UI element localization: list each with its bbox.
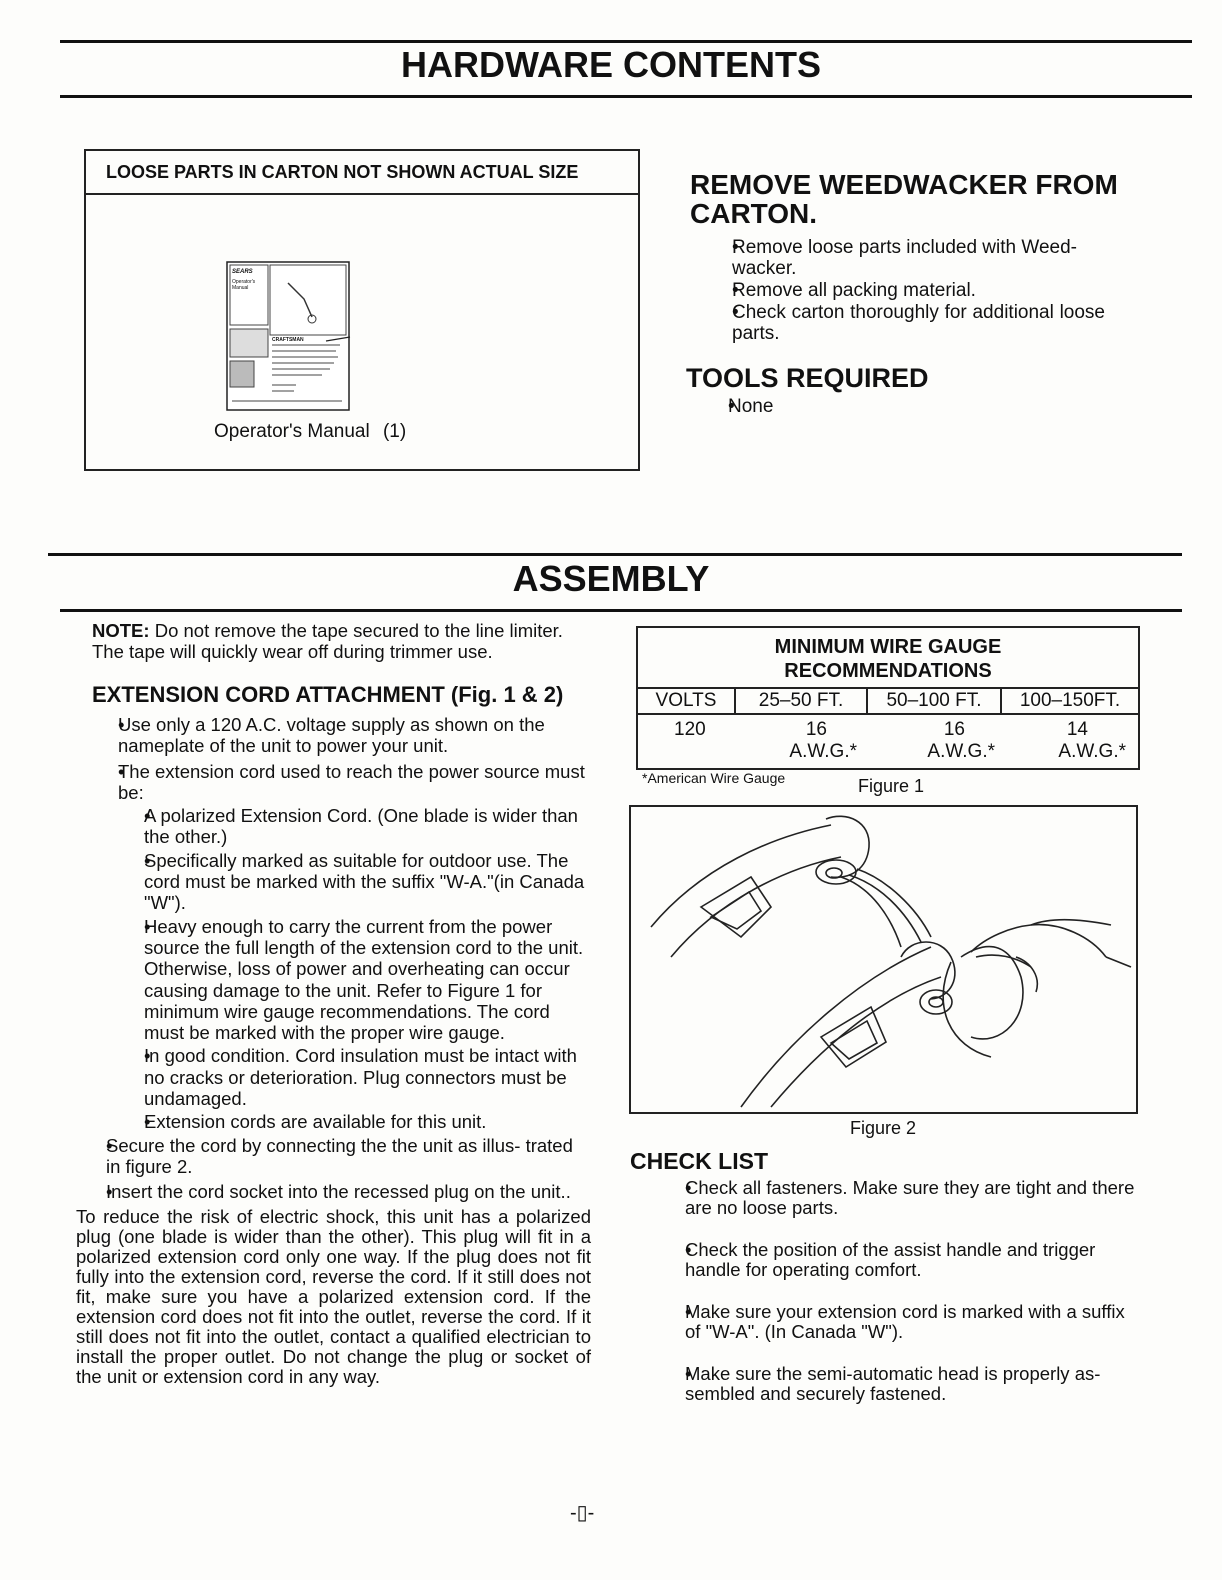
ext-sub-item-text: Specifically marked as suitable for outdoor use. The cord must be marked with the suffix "W-A."(in Canada "W"). <box>144 849 585 914</box>
ext-sub-item <box>114 805 591 848</box>
ext-sub-item-text: Extension cords are available for this unit. <box>144 1111 487 1133</box>
check-list-title: CHECK LIST <box>630 1148 768 1174</box>
check-item-text: Check all fasteners. Make sure they are tight and there are no loose parts. <box>685 1177 1135 1218</box>
ext-item-text: Use only a 120 A.C. voltage supply as shown on the nameplate of the unit to power your unit. <box>118 714 545 757</box>
manual-brand: SEARS <box>232 269 253 275</box>
gauge-unit: A.W.G.* <box>927 741 995 762</box>
ext-item <box>74 1135 591 1178</box>
note-text: Do not remove the tape secured to the line limiter. The tape will quickly wear off during trimmer use. <box>92 620 563 662</box>
remove-item <box>700 237 1105 279</box>
check-item <box>652 1302 1138 1364</box>
hardware-title-rule <box>60 95 1192 98</box>
ext-sub-item-text: In good condition. Cord insulation must be intact with no cracks or deterioration. Plug connectors must be undamaged. <box>144 1045 577 1110</box>
loose-parts-header <box>86 151 638 195</box>
electric-shock-warning: To reduce the risk of electric shock, this unit has a polarized plug (one blade is wider than the other). This plug will fit in a polarized extension cord only one way. If the plug does not fit fully into the extension cord, reverse the cord. If it still does not fit, make sure you have a polarized extension cord. If the extension cord does not fit into the outlet, reverse the cord. If it still does not fit into the outlet, contact a qualified electrician to install the proper outlet. Do not change the plug or socket of the unit or extension cord in any way. <box>76 1205 591 1387</box>
ext-item <box>86 714 591 757</box>
operators-manual-caption <box>214 421 406 443</box>
ext-sub-item <box>114 1045 591 1109</box>
remove-item <box>700 280 1105 301</box>
check-item-text: Make sure the semi-automatic head is properly as- sembled and securely fastened. <box>685 1363 1101 1404</box>
gauge-unit: A.W.G.* <box>1058 741 1126 762</box>
check-item <box>652 1240 1138 1302</box>
page-number: -▯- <box>570 1502 595 1524</box>
figure-2-label: Figure 2 <box>850 1118 917 1138</box>
check-item <box>652 1178 1138 1240</box>
remove-item-text: Remove all packing material. <box>732 280 976 301</box>
figure-1-label: Figure 1 <box>858 776 925 796</box>
remove-list <box>700 237 1105 344</box>
ext-sub-item <box>114 1111 591 1132</box>
tools-item-text: None <box>728 396 774 417</box>
gauge-header-cell: 25–50 FT. <box>735 688 867 714</box>
remove-item-text: Check carton thoroughly for additional loose parts. <box>732 302 1105 344</box>
note-paragraph <box>92 620 597 662</box>
figure-2-box <box>629 805 1138 1114</box>
check-item-text: Make sure your extension cord is marked with a suffix of "W-A". (In Canada "W"). <box>685 1301 1125 1342</box>
check-list <box>652 1178 1138 1404</box>
gauge-value: 14 <box>1066 719 1088 740</box>
tools-item <box>700 396 1000 417</box>
ext-item-text: Secure the cord by connecting the the unit as illus- trated in figure 2. <box>106 1134 573 1177</box>
loose-parts-box <box>84 149 640 471</box>
ext-item-text: The extension cord used to reach the power source must be: <box>118 760 585 803</box>
manual-caption-text: Operator's Manual <box>214 421 370 442</box>
gauge-unit-row <box>638 741 1138 763</box>
operators-manual-image <box>226 261 352 413</box>
gauge-title-2: RECOMMENDATIONS <box>784 660 992 682</box>
assembly-title-rule <box>60 609 1182 612</box>
hardware-title: HARDWARE CONTENTS <box>401 44 821 85</box>
ext-sub-item <box>114 916 591 1044</box>
ext-sub-item-text: Heavy enough to carry the current from the power source the full length of the extension cord to the unit. Otherwise, loss of power and overheating can occur causing damage to the unit. Refer to Figure 1 for minimum wire gauge recommendations. The cord must be marked with the proper wire gauge. <box>144 915 584 1044</box>
ext-sub-item <box>114 850 591 914</box>
remove-item-text: Remove loose parts included with Weed- wacker. <box>732 237 1077 279</box>
ext-sub-list <box>86 805 591 1132</box>
ext-sub-item-text: A polarized Extension Cord. (One blade is wider than the other.) <box>144 805 578 848</box>
assembly-top-rule <box>48 553 1182 556</box>
check-item-text: Check the position of the assist handle and trigger handle for operating comfort. <box>685 1239 1096 1280</box>
ext-item-text: Insert the cord socket into the recessed plug on the unit.. <box>106 1181 571 1203</box>
gauge-value: 16 <box>943 719 965 740</box>
manual-cover-heading: Operator's Manual <box>232 279 256 291</box>
gauge-header-cell: VOLTS <box>638 688 735 714</box>
gauge-title-1: MINIMUM WIRE GAUGE <box>774 636 1002 658</box>
wire-gauge-table-box <box>636 626 1140 770</box>
remove-title: REMOVE WEEDWACKER FROM CARTON. <box>690 169 1118 229</box>
remove-item <box>700 302 1105 344</box>
gauge-volts: 120 <box>674 719 706 740</box>
gauge-header-row <box>638 688 1138 714</box>
ext-item <box>74 1181 591 1202</box>
check-item <box>652 1364 1138 1404</box>
extension-cord-body <box>76 714 591 1387</box>
extension-cord-title: EXTENSION CORD ATTACHMENT (Fig. 1 & 2) <box>92 682 564 707</box>
manual-product: CRAFTSMAN <box>272 337 304 343</box>
ext-item <box>86 761 591 804</box>
gauge-value: 16 <box>805 719 827 740</box>
gauge-header-cell: 100–150FT. <box>1019 690 1121 711</box>
gauge-footnote: *American Wire Gauge <box>642 770 786 786</box>
wire-gauge-table <box>638 687 1138 763</box>
tools-title: TOOLS REQUIRED <box>686 363 929 393</box>
top-rule <box>60 40 1192 43</box>
gauge-header-cell: 50–100 FT. <box>867 688 1001 714</box>
gauge-unit-empty <box>638 741 735 763</box>
note-label: NOTE: <box>92 620 150 641</box>
trimmer-cord-illustration <box>631 807 1136 1112</box>
tools-list <box>700 396 1000 417</box>
assembly-title: ASSEMBLY <box>512 558 710 599</box>
gauge-unit: A.W.G.* <box>789 741 857 762</box>
ext-list-continued <box>74 1135 591 1203</box>
ext-list <box>86 714 591 803</box>
gauge-value-row <box>638 714 1138 741</box>
loose-parts-title: LOOSE PARTS IN CARTON NOT SHOWN ACTUAL SIZE <box>106 162 579 182</box>
manual-quantity: (1) <box>382 421 407 442</box>
